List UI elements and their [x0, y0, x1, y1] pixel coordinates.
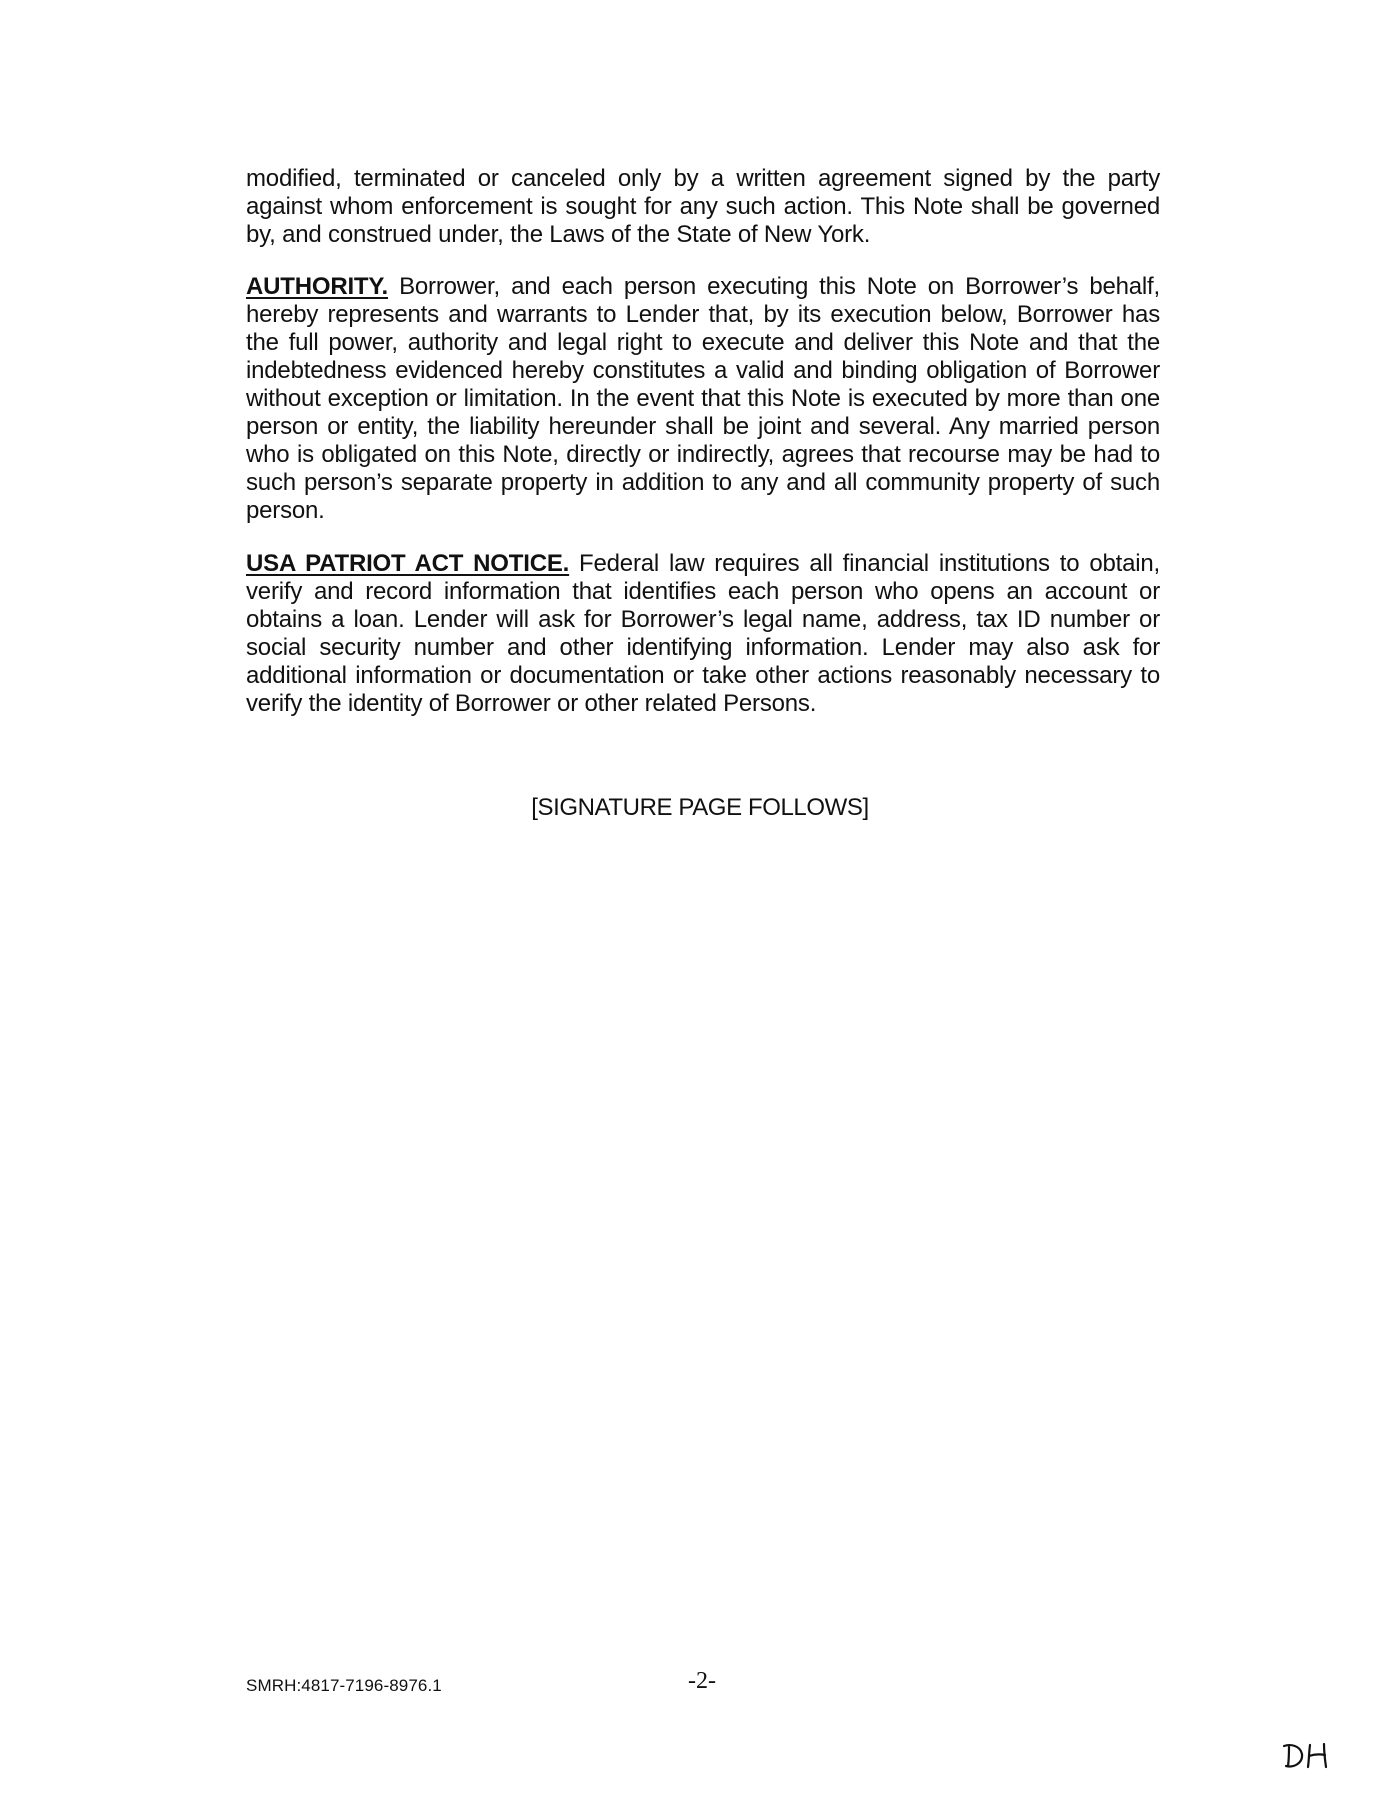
page-number: -2-: [688, 1668, 716, 1694]
document-id: SMRH:4817-7196-8976.1: [246, 1676, 442, 1695]
paragraph-text: Borrower, and each person executing this Note on Borrower’s behalf, hereby represents and warrants to Lender that, by its execution below, Borrower has the full power, authority and legal right to execute and deliver this Note and that the indebtedness evidenced hereby constitutes a valid and binding obligation of Borrower without exception or limitation. In the event that this Note is executed by more than one person or entity, the liability hereunder shall be joint and several. Any married person who is obligated on this Note, directly or indirectly, agrees that recourse may be had to such person’s separate property in addition to any and all community property of such person.: [246, 273, 1160, 524]
signature-page-follows-notice: [SIGNATURE PAGE FOLLOWS]: [531, 794, 869, 821]
paragraph-text: modified, terminated or canceled only by a written agreement signed by the party against whom enforcement is sought for any such action. This Note shall be governed by, and construed under, the Laws of the State of New York.: [246, 165, 1160, 248]
section-heading-authority: AUTHORITY.: [246, 273, 389, 300]
paragraph-authority: [246, 273, 1160, 525]
handwritten-initials-signature: [1278, 1736, 1338, 1776]
paragraph-governing-law: [246, 165, 1160, 249]
section-heading-patriot-act: USA PATRIOT ACT NOTICE.: [246, 550, 570, 577]
paragraph-text: Federal law requires all financial institutions to obtain, verify and record information that identifies each person who opens an account or obtains a loan. Lender will ask for Borrower’s legal name, address, tax ID number or social security number and other identifying information. Lender may also ask for additional information or documentation or take other actions reasonably necessary to verify the identity of Borrower or other related Persons.: [246, 550, 1160, 717]
paragraph-patriot-act: [246, 550, 1160, 718]
